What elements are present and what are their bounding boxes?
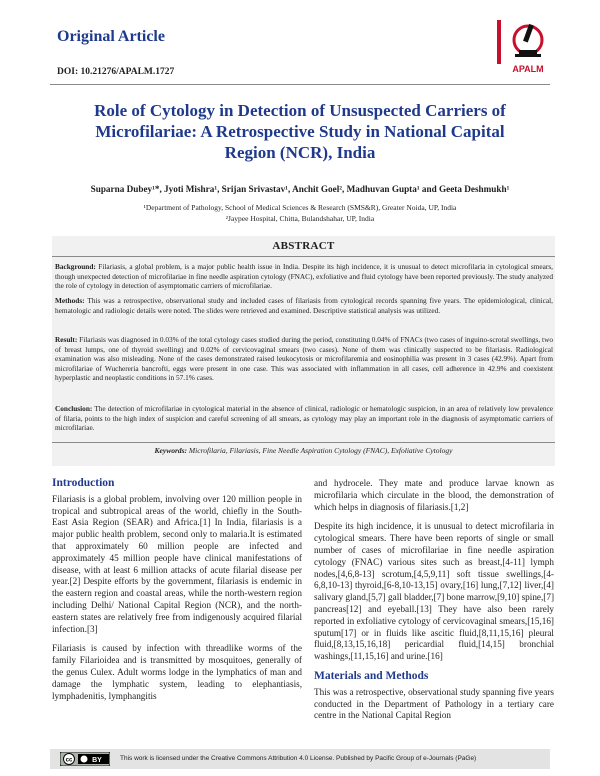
article-title	[60, 100, 540, 163]
abstract-heading: ABSTRACT	[272, 240, 335, 252]
keywords	[52, 446, 555, 455]
abstract-conclusion	[55, 404, 553, 433]
keywords-divider	[52, 442, 555, 443]
affiliation-2: ²Jaypee Hospital, Chitta, Bulandshahar, UP, India	[225, 214, 375, 223]
intro-paragraph-4: Despite its high incidence, it is unusual to detect microfilaria in cytological smears. There have been reports of single or small number of cases of microfilariae in fine needle aspiration cytology (FNAC) various sites such as breast,[4-11] lymph nodes,[4,6,8-13] scrotum,[4,5,9,11] soft tissue swellings,[4-6,8,10-13] thyroid,[6-8,10-13,15] ovary,[16] lung,[7,12] liver,[4] salivary gland,[5,7] gall bladder,[7] bone marrow,[9,10] spine,[7] pancreas[12] and eyeball.[13] They have also been rarely reported in exfoliative cytology of cervicovaginal smears,[15,16] sputum[17] or in fluids like ascitic fluid,[8,11,15,16] pleural fluid,[8,13,15,16,18] pericardial fluid,[14,15] bronchial washings,[11,15,16] and urine.[16]	[314, 521, 554, 662]
svg-text:BY: BY	[92, 757, 102, 764]
authors: Suparna Dubey¹*, Jyoti Mishra¹, Srijan Srivastav¹, Anchit Goel², Madhuvan Gupta¹ and Geeta Deshmukh¹	[90, 184, 510, 194]
conclusion-label: Conclusion:	[55, 404, 93, 413]
doi: DOI: 10.21276/APALM.1727	[57, 67, 175, 77]
intro-paragraph-2: Filariasis is caused by infection with threadlike worms of the family Filarioidea and is transmitted by mosquitoes, generally of the genus Culex. Adult worms lodge in the lymphatics of man and damage the lymphatic system, leading to elephantiasis, lymphadenitis, lymphangitis	[52, 643, 302, 701]
methods-heading: Materials and Methods	[314, 669, 429, 682]
methods-label: Methods:	[55, 296, 85, 305]
intro-paragraph-1: Filariasis is a global problem, involving over 120 million people in tropical and subtropical areas of the world, chiefly in the South-East Asia Region (SEAR) and Africa.[1] In India, filariasis is a major public health problem, second only to malaria.It is estimated that approximately 60 million people are infected and approximately 45 million people have clinical manifestations of disease, with at least 6 million attacks of acute filarial disease per year.[2] Despite efforts by the government, filariasis is endemic in the eastern region and coastal areas, while the north-western region including Delhi/ National Capital Region (NCR), and the north-eastern states are relatively free from indigenously acquired filarial infection.[3]	[52, 493, 302, 634]
abstract-divider	[52, 256, 555, 257]
title-line: Microfilariae: A Retrospective Study in National Capital	[95, 122, 505, 141]
abstract-methods	[55, 296, 553, 315]
article-type: Original Article	[57, 28, 165, 45]
intro-paragraph-3: and hydrocele. They mate and produce larvae known as microfilaria which circulate in the blood, the demonstration of which helps in diagnosis of filariasis.[1,2]	[314, 478, 554, 512]
background-text: Filariasis, a global problem, is a major public health issue in India. Despite its high incidence, it is unusual to detect microfilaria in cytological smears, though unexpected detection of microfilariae in fine needle aspiration cytology (FNAC), exfoliative and fluid cytology have been reported previously. The study analyzed the role of cytology in detection of asymptomatic carriers of microfilariae.	[55, 262, 554, 291]
header-divider	[50, 84, 550, 85]
keywords-label: Keywords:	[154, 446, 188, 455]
affiliation-1: ¹Department of Pathology, School of Medical Sciences & Research (SMS&R), Greater Noida, UP, India	[143, 203, 457, 212]
methods-text: This was a retrospective, observational study and included cases of filariasis from cytological records spanning five years. The epidemiological, clinical, hematologic and radiologic details were noted. The slides were retrieved and examined. Descriptive statistical analysis was utilized.	[55, 296, 553, 315]
conclusion-text: The detection of microfilariae in cytological material in the absence of clinical, radiologic or hematologic suspicion, in an area of relatively low prevalence of filaria, points to the high index of suspicion and careful screening of all smears, as cytology may play an important role in the diagnosis of asymptomatic carriers of microfilariae.	[55, 404, 553, 433]
svg-text:cc: cc	[65, 757, 73, 764]
cc-by-icon[interactable]	[60, 752, 110, 766]
abstract-background	[55, 262, 553, 291]
abstract-result	[55, 335, 553, 383]
introduction-heading: Introduction	[52, 477, 115, 489]
license-text: This work is licensed under the Creative Commons Attribution 4.0 License. Published by Pacific Group of e-Journals (PaGe)	[120, 755, 477, 762]
right-column	[314, 478, 554, 730]
journal-logo	[497, 20, 559, 80]
methods-paragraph: This was a retrospective, observational study spanning five years conducted in the Department of Pathology in a tertiary care centre in the National Capital Region	[314, 686, 554, 721]
background-label: Background:	[55, 262, 96, 271]
result-text: Filariasis was diagnosed in 0.03% of the total cytology cases studied during the period, constituting 0.04% of FNACs (two cases of inguino-scrotal swellings, two of breast lumps, one of thyroid swelling) and 0.02% of cervicovaginal smears (two cases). None of them was clinically suspected to be filariasis. Radiological examination was also misleading. None of the cases demonstrated raised leukocytosis or microfilaremia and eosinophilia was present in 3 cases (42.9%). Apart from microfilariae of Wuchereria bancrofti, eggs were present in one case. This was associated with inflammation in all cases, cell adherence in 42.9% and coexistent hyperplastic and neoplastic conditions in 57.1% cases.	[55, 335, 554, 383]
result-label: Result:	[55, 335, 78, 344]
logo-text: APALM	[512, 64, 544, 74]
title-line: Role of Cytology in Detection of Unsuspected Carriers of	[94, 101, 506, 120]
title-line: Region (NCR), India	[224, 143, 376, 162]
left-column	[52, 478, 302, 710]
keywords-text: Microfilaria, Filariasis, Fine Needle Aspiration Cytology (FNAC), Exfoliative Cytology	[188, 446, 453, 455]
